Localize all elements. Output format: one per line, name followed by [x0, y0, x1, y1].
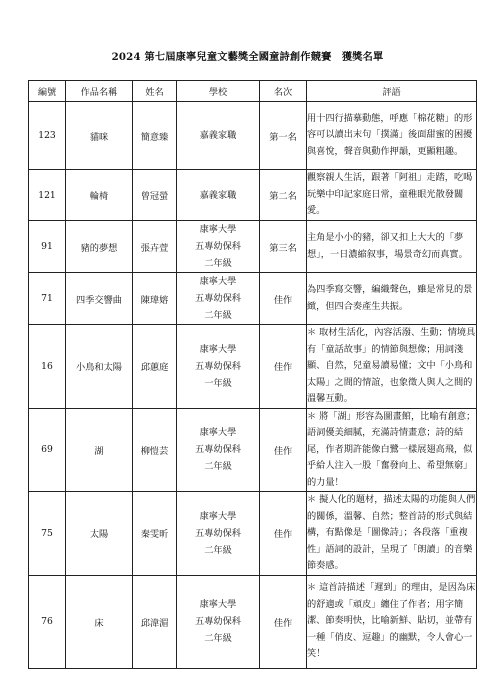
awards-table [28, 80, 477, 669]
school-line: 康寧大學 [199, 510, 237, 522]
entry-id: 76 [29, 575, 66, 668]
school [177, 102, 260, 170]
entry-id: 91 [29, 221, 66, 273]
school-line: 康寧大學 [199, 599, 237, 610]
table-row [29, 575, 477, 668]
school-line: 五專幼保科 [195, 360, 241, 372]
entry-id: 16 [29, 325, 66, 409]
entry-id: 123 [29, 102, 66, 170]
rank: 第二名 [260, 170, 307, 221]
comment: 主角是小小的豬，卻又扣上大大的「夢想」，一日濃縮叙事，場景奇幻而真實。 [307, 221, 477, 273]
table-row [29, 408, 477, 492]
school [177, 408, 260, 492]
school-line: 五專幼保科 [195, 293, 241, 304]
school-line: 二年級 [204, 258, 232, 269]
author-name: 陳瑋嫆 [133, 273, 177, 325]
entry-id: 71 [29, 273, 66, 325]
author-name: 簡意臻 [133, 102, 177, 170]
header-id: 編號 [29, 81, 66, 102]
table-row [29, 221, 477, 273]
school-line: 五專幼保科 [195, 241, 241, 252]
school-line: 嘉義家職 [199, 189, 237, 201]
rank: 佳作 [260, 273, 307, 325]
work-title: 床 [66, 575, 133, 668]
school-line: 五專幼保科 [195, 444, 241, 456]
school-line: 康寧大學 [199, 343, 237, 355]
work-title: 太陽 [66, 492, 133, 576]
table-row [29, 102, 477, 170]
table-row [29, 492, 477, 576]
school-line: 二年級 [204, 633, 232, 644]
page-title: 2024 第七屆康寧兒童文藝獎全國童詩創作競賽 獲獎名單 [111, 51, 384, 63]
school-line: 康寧大學 [199, 427, 237, 439]
table-row [29, 170, 477, 221]
rank: 第三名 [260, 221, 307, 273]
author-name: 邱湋湄 [133, 575, 177, 668]
school [177, 325, 260, 409]
author-name: 柳愷芸 [133, 408, 177, 492]
work-title: 四季交響曲 [66, 273, 133, 325]
school-line: 嘉義家職 [199, 130, 237, 141]
school [177, 273, 260, 325]
author-name: 張卉萱 [133, 221, 177, 273]
rank: 佳作 [260, 492, 307, 576]
header-school: 學校 [177, 81, 260, 102]
comment: 觀察親人生活，跟著「阿祖」走踏，吃喝玩樂中印記家庭日常，童稚眼光散發關愛。 [307, 170, 477, 221]
school [177, 170, 260, 221]
school [177, 221, 260, 273]
work-title: 湖 [66, 408, 133, 492]
rank: 佳作 [260, 575, 307, 668]
rank: 佳作 [260, 325, 307, 409]
work-title: 輪椅 [66, 170, 133, 221]
comment: ＊ 這首詩描述「遲到」的理由，是因為床的舒適或「頑皮」纏住了作者；用字簡潔、節奏明快，比喻新鮮、貼切，並帶有一種「俏皮、逗趣」的幽默，令人會心一笑！ [307, 575, 477, 668]
table-row [29, 325, 477, 409]
school-line: 二年級 [204, 461, 232, 473]
work-title: 貓咪 [66, 102, 133, 170]
header-work: 作品名稱 [66, 81, 133, 102]
work-title: 小鳥和太陽 [66, 325, 133, 409]
table-row [29, 273, 477, 325]
school-line: 二年級 [204, 310, 232, 321]
rank: 佳作 [260, 408, 307, 492]
rank: 第一名 [260, 102, 307, 170]
school [177, 492, 260, 576]
author-name: 秦雯昕 [133, 492, 177, 576]
work-title: 豬的夢想 [66, 221, 133, 273]
comment: ＊ 擬人化的題材，描述太陽的功能與人們的關係，溫馨、自然；整首詩的形式與結構，有點像是「圖像詩」；各段落「重複性」語詞的設計，呈現了「朗讀」的音樂節奏感。 [307, 492, 477, 576]
entry-id: 121 [29, 170, 66, 221]
school-line: 康寧大學 [199, 224, 237, 235]
school-line: 二年級 [204, 544, 232, 556]
header-comment: 評語 [307, 81, 477, 102]
school [177, 575, 260, 668]
header-rank: 名次 [260, 81, 307, 102]
school-line: 五專幼保科 [195, 616, 241, 627]
comment: 為四季寫交響，編織聲色，雖是常見的景緻，但四合奏產生共振。 [307, 273, 477, 325]
author-name: 邱蕙庭 [133, 325, 177, 409]
comment: ＊ 將「湖」形容為圖畫館，比喻有創意；語詞優美細膩，充滿詩情畫意；詩的結尾，作者期許能像白鷺一樣展翅高飛，似乎給人注入一股「奮發向上、希望無窮」的力量！ [307, 408, 477, 492]
school-line: 康寧大學 [199, 276, 237, 287]
school-line: 五專幼保科 [195, 527, 241, 539]
author-name: 曾冠螢 [133, 170, 177, 221]
comment: ＊ 取材生活化，內容活潑、生動；情境具有「童話故事」的情節與想像；用詞淺顯、自然，兒童易讀易懂；文中「小鳥和太陽」之間的情誼，也象徵人與人之間的溫馨互動。 [307, 325, 477, 409]
school-line: 一年級 [204, 377, 232, 389]
table-header-row [29, 81, 477, 102]
comment: 用十四行描摹動態，呼應「棉花糖」的形容可以讀出末句「撲滿」後面甜蜜的困擾與喜悅，聲音與動作押韻，更顯粗趣。 [307, 102, 477, 170]
entry-id: 69 [29, 408, 66, 492]
header-name: 姓名 [133, 81, 177, 102]
entry-id: 75 [29, 492, 66, 576]
